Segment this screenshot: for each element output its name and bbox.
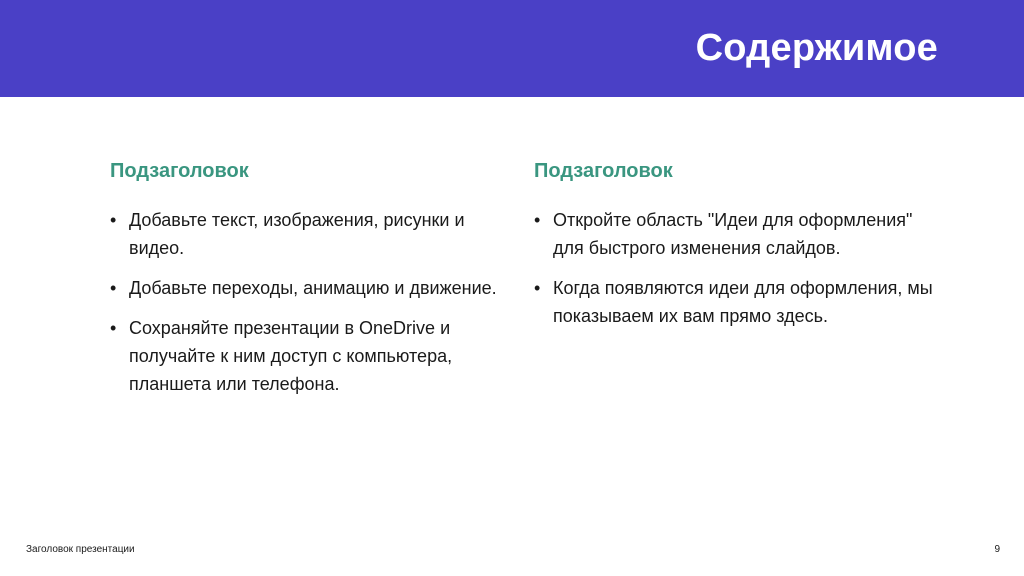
bullet-dot-icon: • <box>110 210 117 230</box>
slide-title: Содержимое <box>695 27 938 69</box>
left-bullet-list <box>110 206 510 398</box>
bullet-dot-icon: • <box>110 318 117 338</box>
list-item <box>110 206 510 262</box>
left-subheading: Подзаголовок <box>110 160 249 182</box>
bullet-dot-icon: • <box>534 210 541 230</box>
right-subheading: Подзаголовок <box>534 160 673 182</box>
bullet-text: Сохраняйте презентации в OneDrive и получайте к ним доступ с компьютера, планшета или телефона. <box>129 318 453 394</box>
list-item <box>534 206 934 262</box>
bullet-text: Когда появляются идеи для оформления, мы показываем их вам прямо здесь. <box>553 278 933 326</box>
bullet-text: Добавьте текст, изображения, рисунки и видео. <box>129 210 465 258</box>
list-item <box>534 274 934 330</box>
left-column <box>110 158 510 410</box>
right-bullet-list <box>534 206 934 330</box>
right-column <box>534 158 934 342</box>
bullet-text: Откройте область "Идеи для оформления" для быстрого изменения слайдов. <box>553 210 913 258</box>
footer-presentation-title: Заголовок презентации <box>26 544 135 555</box>
bullet-dot-icon: • <box>534 278 541 298</box>
list-item <box>110 274 510 302</box>
header-band <box>0 0 1024 97</box>
page-number: 9 <box>994 544 1000 555</box>
bullet-text: Добавьте переходы, анимацию и движение. <box>129 278 497 298</box>
list-item <box>110 314 510 398</box>
bullet-dot-icon: • <box>110 278 117 298</box>
